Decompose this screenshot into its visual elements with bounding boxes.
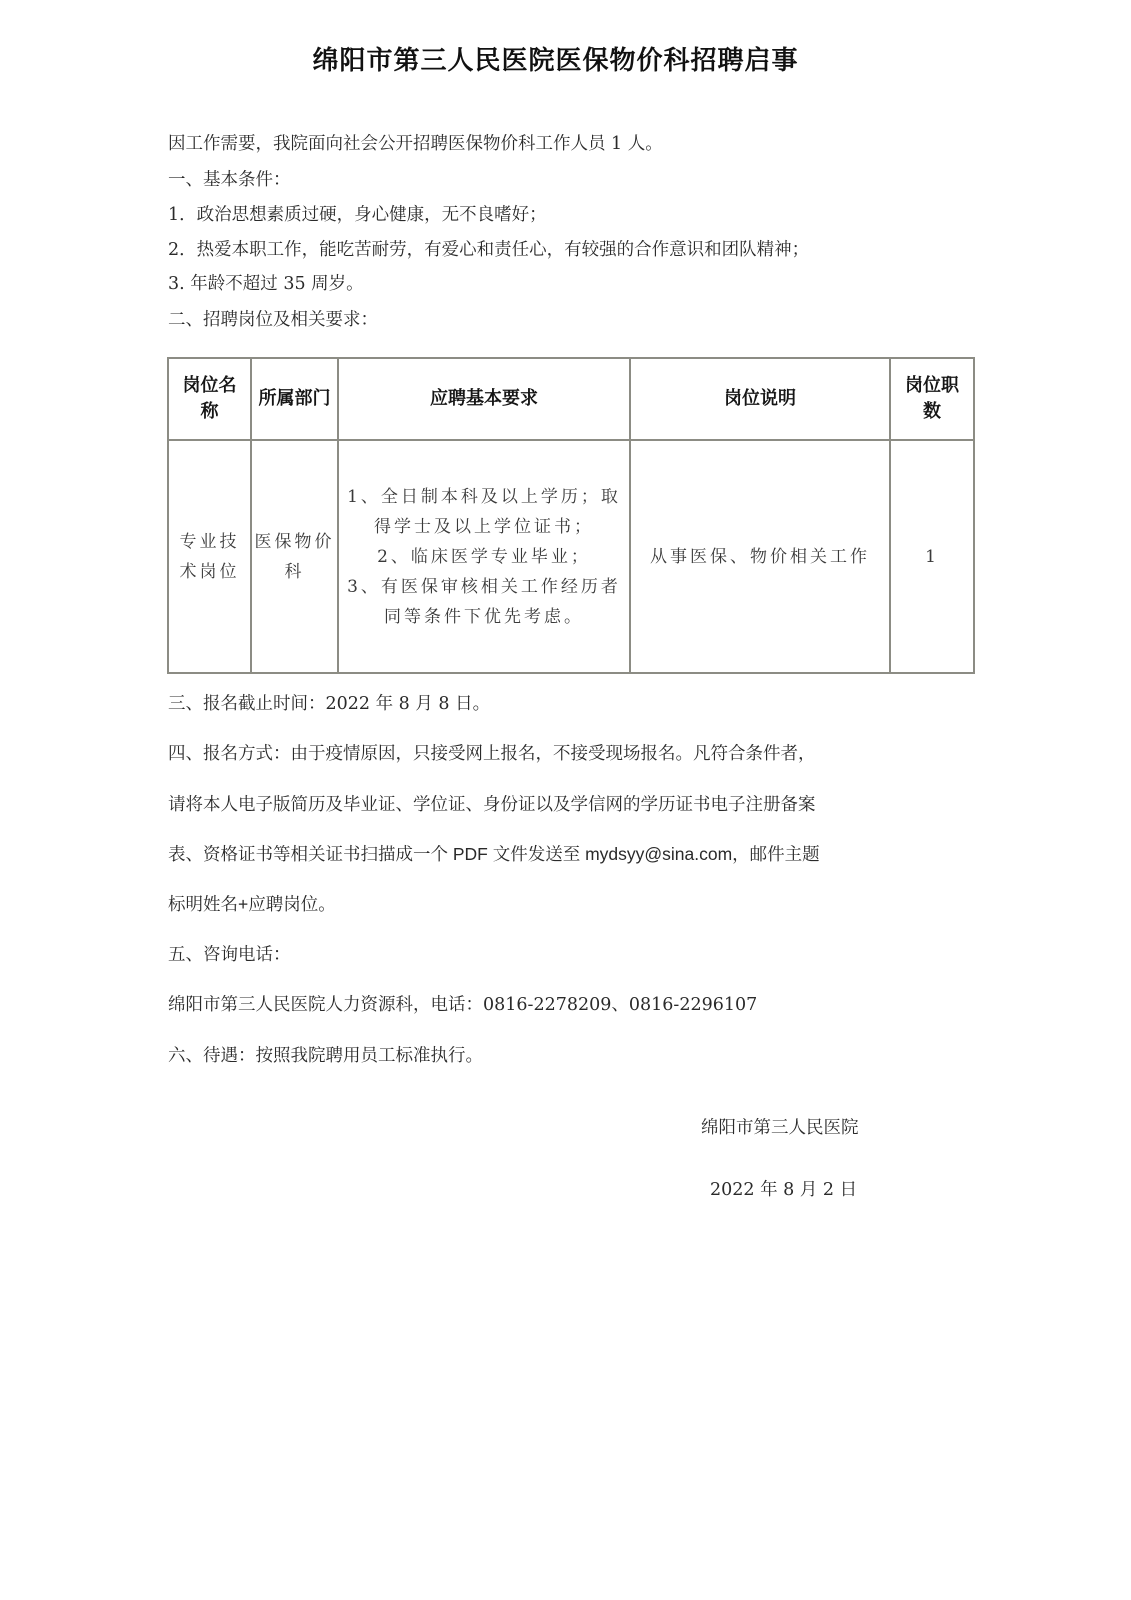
intro-text: 因工作需要，我院面向社会公开招聘医保物价科工作人员 1 人。: [168, 134, 663, 154]
requirement-item: 3、有医保审核相关工作经历者同等条件下优先考虑。: [347, 576, 621, 627]
section-1-heading: 一、基本条件：: [168, 170, 291, 190]
requirement-item: 2、临床医学专业毕业；: [377, 546, 591, 567]
header-requirements: 应聘基本要求: [338, 358, 630, 440]
section-4-line: 表、资格证书等相关证书扫描成一个 PDF 文件发送至 mydsyy@sina.com，邮件主题: [168, 844, 820, 864]
header-department: 所属部门: [251, 358, 338, 440]
department-name: 医保物价科: [254, 531, 335, 582]
cell-position: [168, 440, 251, 673]
section-6-benefits: 六、待遇：按照我院聘用员工标准执行。: [168, 1046, 483, 1066]
condition-item: 3. 年龄不超过 35 周岁。: [168, 274, 364, 294]
section-5-heading: 五、咨询电话：: [168, 945, 291, 965]
header-position: [168, 358, 251, 440]
cell-department: [251, 440, 338, 673]
signature-org: 绵阳市第三人民医院: [701, 1118, 859, 1138]
condition-item: 1．政治思想素质过硬，身心健康，无不良嗜好；: [168, 205, 547, 225]
table-row: [168, 440, 974, 673]
positions-table: [167, 357, 975, 674]
requirement-item: 1、全日制本科及以上学历；取得学士及以上学位证书；: [347, 486, 621, 537]
header-label: 岗位名称: [182, 375, 237, 422]
header-count: [890, 358, 974, 440]
section-4-line: 标明姓名+应聘岗位。: [168, 894, 336, 914]
section-2-heading: 二、招聘岗位及相关要求：: [168, 310, 378, 330]
header-description: 岗位说明: [630, 358, 890, 440]
section-3-deadline: 三、报名截止时间：2022 年 8 月 8 日。: [168, 694, 491, 714]
condition-item: 2．热爱本职工作，能吃苦耐劳，有爱心和责任心，有较强的合作意识和团队精神；: [168, 240, 810, 260]
section-4-line: 四、报名方式：由于疫情原因，只接受网上报名，不接受现场报名。凡符合条件者，: [168, 743, 816, 763]
section-4-line: 请将本人电子版简历及毕业证、学位证、身份证以及学信网的学历证书电子注册备案: [168, 794, 816, 814]
position-name: 专业技术岗位: [179, 531, 240, 582]
table-header-row: [168, 358, 974, 440]
header-label: 岗位职数: [905, 375, 959, 422]
cell-description: 从事医保、物价相关工作: [630, 440, 890, 673]
cell-count: 1: [890, 440, 974, 673]
cell-requirements: [338, 440, 630, 673]
contact-phone: 绵阳市第三人民医院人力资源科，电话：0816-2278209、0816-2296107: [168, 995, 758, 1015]
document-title: 绵阳市第三人民医院医保物价科招聘启事: [312, 46, 799, 76]
signature-date: 2022 年 8 月 2 日: [710, 1180, 858, 1200]
